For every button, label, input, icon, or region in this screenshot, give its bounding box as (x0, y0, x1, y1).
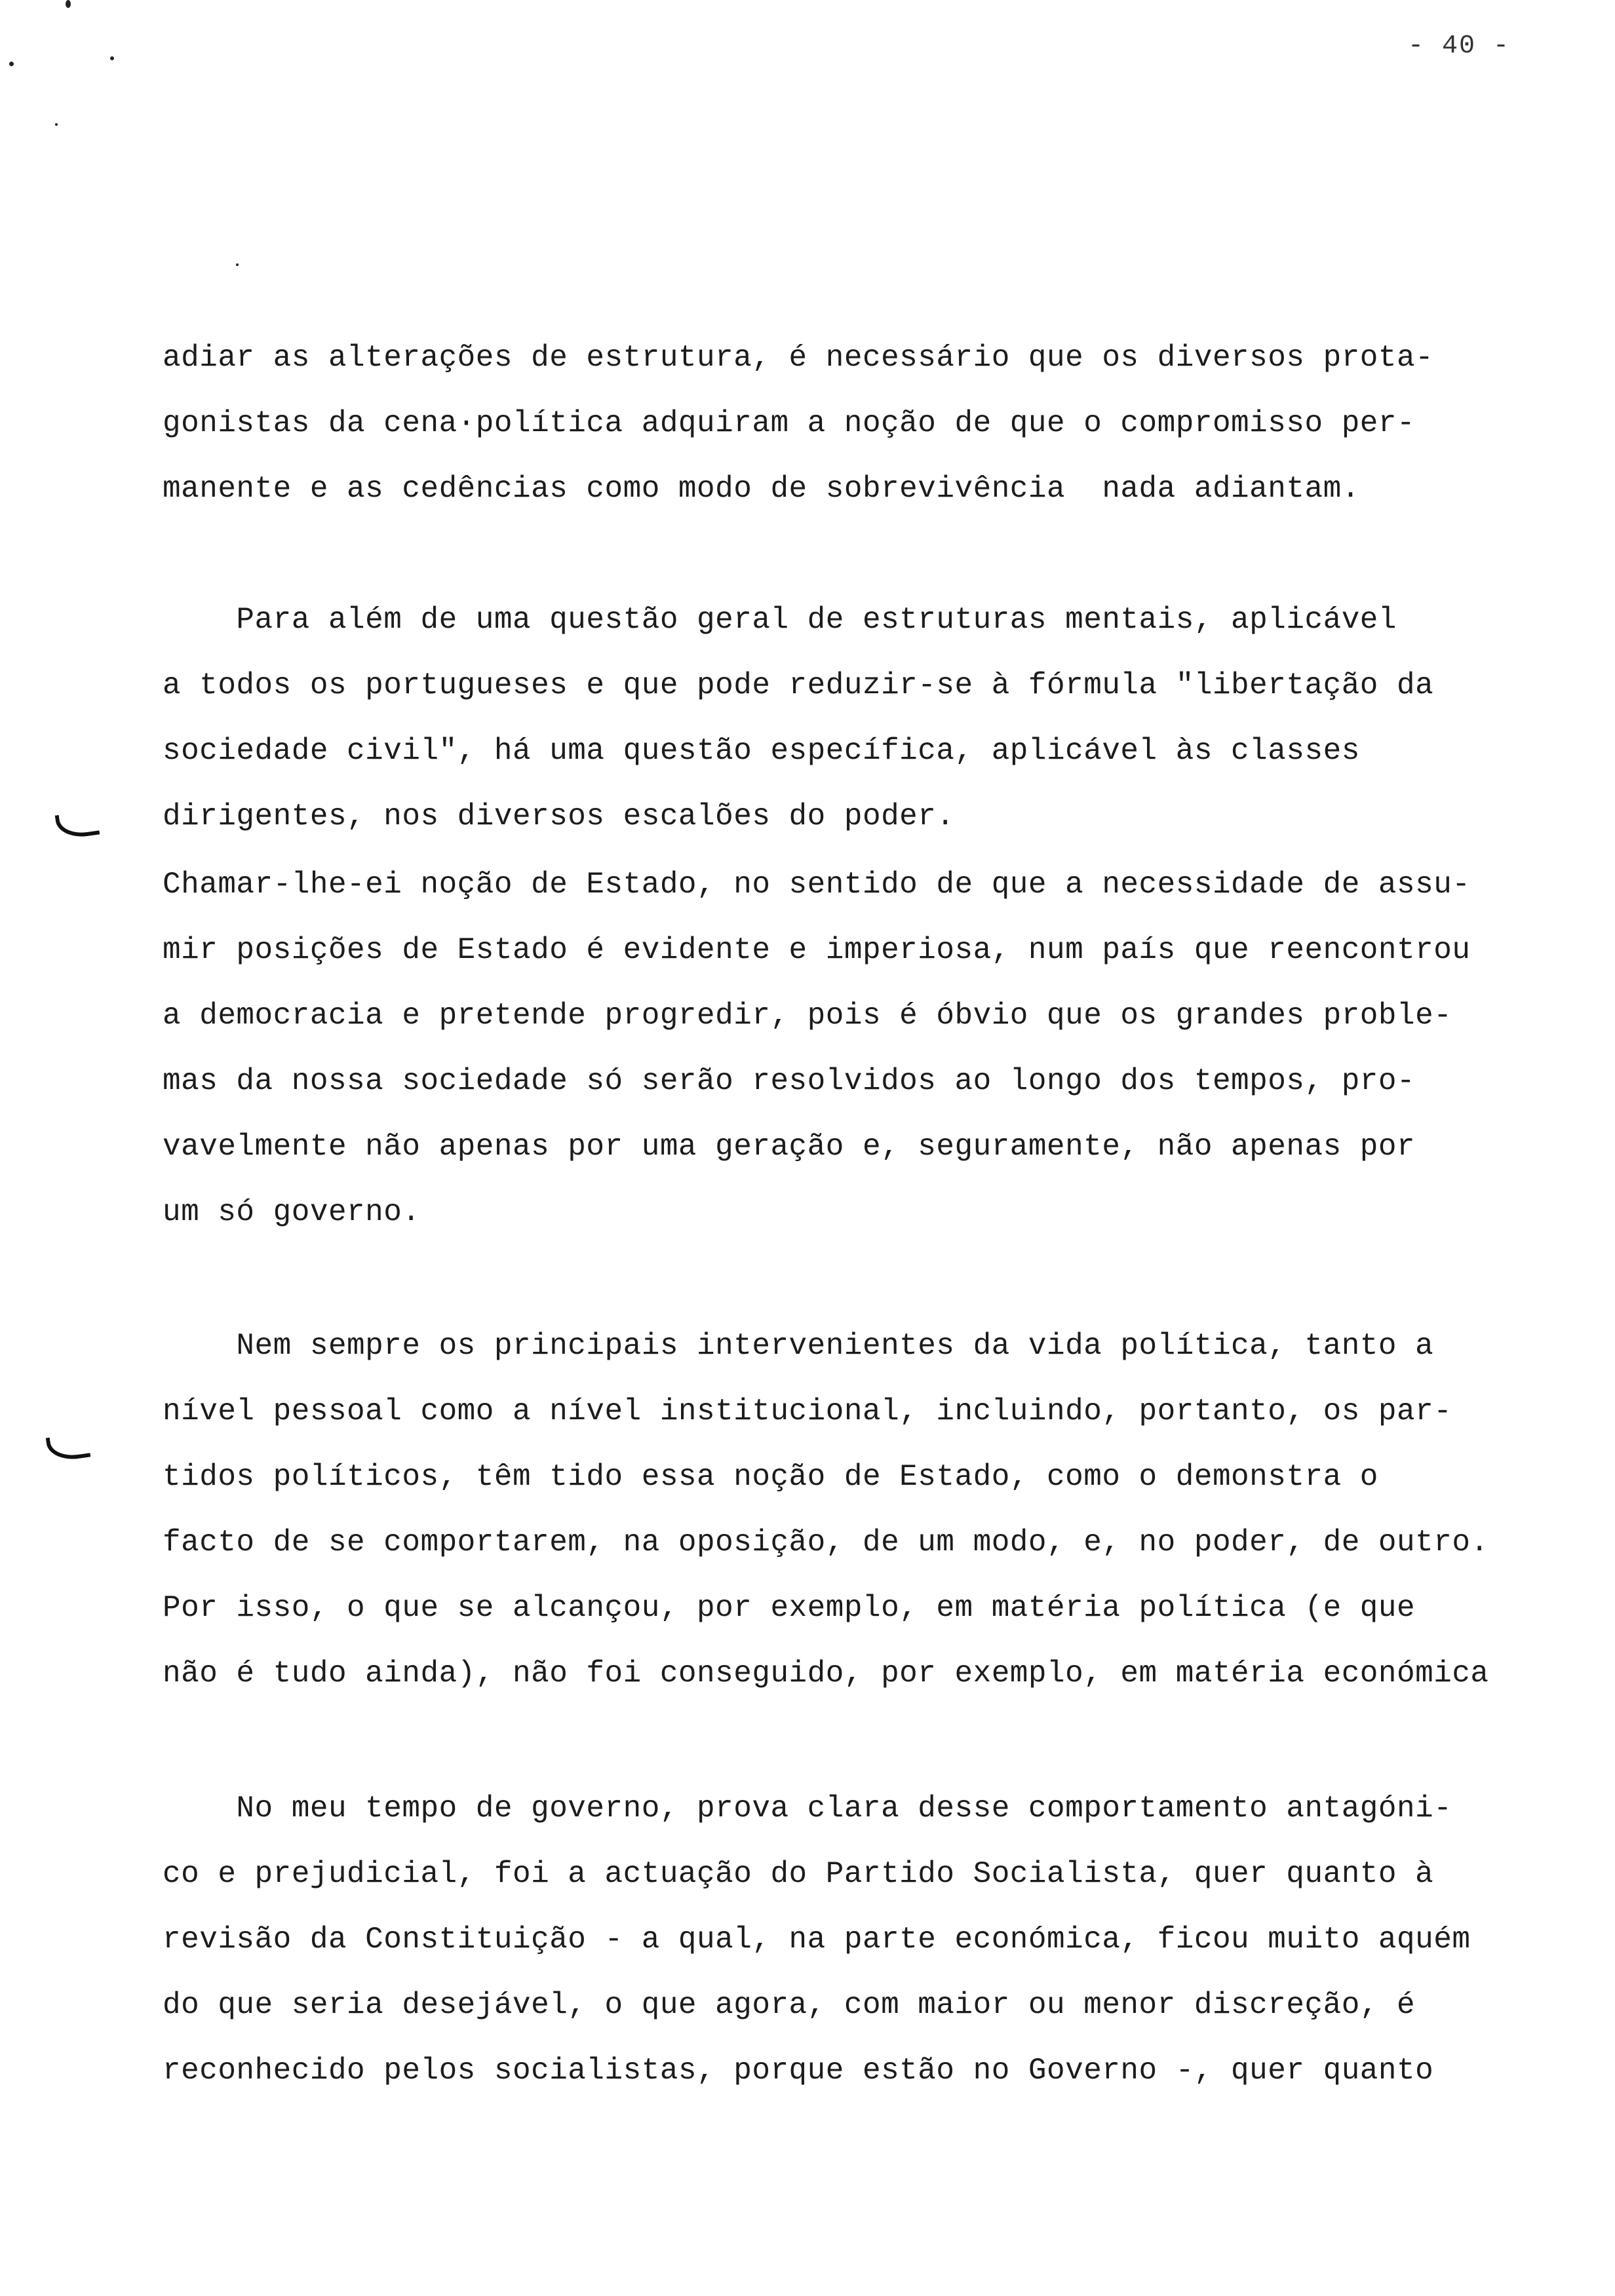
scan-speck (236, 263, 239, 266)
text-line: dirigentes, nos diversos escalões do poder. (163, 799, 955, 833)
scan-speck (55, 123, 58, 126)
text-line: reconhecido pelos socialistas, porque estão no Governo -, quer quanto (163, 2054, 1434, 2088)
page-number: - 40 - (1408, 31, 1511, 61)
text-line: co e prejudicial, foi a actuação do Partido Socialista, quer quanto à (163, 1857, 1434, 1891)
text-line: nível pessoal como a nível institucional, incluindo, portanto, os par- (163, 1394, 1452, 1428)
text-line: revisão da Constituição - a qual, na parte económica, ficou muito aquém (163, 1923, 1471, 1957)
text-line: não é tudo ainda), não foi conseguido, por exemplo, em matéria económica (163, 1656, 1489, 1691)
text-line: Nem sempre os principais intervenientes da vida política, tanto a (163, 1329, 1434, 1363)
text-line: gonistas da cena·política adquiram a noção de que o compromisso per- (163, 406, 1416, 440)
text-line: um só governo. (163, 1195, 421, 1229)
text-line: tidos políticos, têm tido essa noção de Estado, como o demonstra o (163, 1460, 1378, 1494)
text-line: do que seria desejável, o que agora, com maior ou menor discreção, é (163, 1988, 1416, 2022)
text-line: mas da nossa sociedade só serão resolvidos ao longo dos tempos, pro- (163, 1064, 1416, 1098)
scan-speck (66, 0, 71, 8)
text-line: mir posições de Estado é evidente e imperiosa, num país que reencontrou (163, 933, 1471, 967)
text-line: Chamar-lhe-ei noção de Estado, no sentido de que a necessidade de assu- (163, 868, 1471, 902)
text-line: adiar as alterações de estrutura, é necessário que os diversos prota- (163, 341, 1434, 375)
text-line: No meu tempo de governo, prova clara desse comportamento antagóni- (163, 1791, 1452, 1826)
scan-speck (9, 62, 14, 66)
text-line: a democracia e pretende progredir, pois é óbvio que os grandes proble- (163, 999, 1452, 1033)
text-line: Por isso, o que se alcançou, por exemplo, em matéria política (e que (163, 1591, 1416, 1625)
text-line: Para além de uma questão geral de estruturas mentais, aplicável (163, 603, 1397, 637)
text-line: vavelmente não apenas por uma geração e, seguramente, não apenas por (163, 1130, 1416, 1164)
text-line: manente e as cedências como modo de sobrevivência nada adiantam. (163, 472, 1360, 506)
margin-bracket-mark (46, 1432, 91, 1463)
text-line: sociedade civil", há uma questão específica, aplicável às classes (163, 734, 1360, 768)
text-line: facto de se comportarem, na oposição, de um modo, e, no poder, de outro. (163, 1525, 1489, 1559)
margin-bracket-mark (55, 810, 100, 841)
text-line: a todos os portugueses e que pode reduzir-se à fórmula "libertação da (163, 668, 1434, 702)
scan-speck (110, 56, 114, 60)
